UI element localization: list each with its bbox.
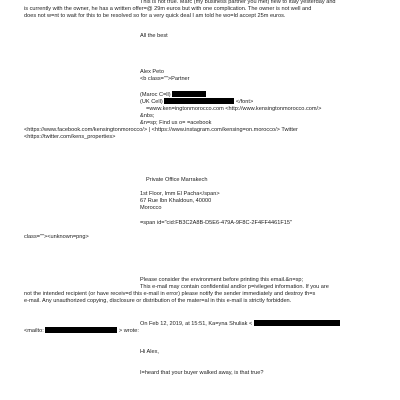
mailto-text: <mailto:: [24, 328, 44, 334]
uk-label: (UK Cell): [140, 99, 163, 105]
signature-twitter-link[interactable]: <https://twitter.com/kens_properties>: [24, 134, 116, 140]
office-address-3: Morocco: [140, 205, 162, 211]
disclaimer-line-1: Please consider the environment before printing this email.&n=sp;: [140, 277, 304, 283]
reply-header-text: On Feb 12, 2019, at 15:51, Ka=yna Shuliak <: [140, 321, 253, 327]
signature-nbsp: &nbs;: [140, 113, 155, 119]
signature-name: Alex Peto: [140, 69, 164, 75]
body-line-3: does not w=nt to wait for this to be resolved so for a very quick deal I am told he wo=ld accept 25m euros.: [24, 13, 286, 19]
body-line-1: This is not true. Marc (my business partner you met) flew to Italy yesterday and: [140, 0, 336, 5]
signature-uk-phone: [140, 98, 253, 106]
reply-header: [140, 320, 340, 328]
office-address-2: 67 Rue Ibn Khaldoun, 40000: [140, 198, 212, 204]
office-class-unknown: class=""><unknown=png>: [24, 234, 89, 240]
signature-website[interactable]: =www.ken=ingtonmorocco.com <http://www.kensingtonmorocco.com/>: [146, 106, 322, 112]
disclaimer-line-2: This e-mail may contain confidential and/or p=ivileged information. If you are: [140, 284, 329, 290]
body-line-2: is currently with the owner, he has a written offer=@ 29m euros but with one complication. The owner is not well and: [24, 6, 312, 12]
signature-social-links[interactable]: <https://www.facebook.com/kensingtonmorocco/> | <https://www.instagram.com/kensing=on.morocco/> Twitter: [24, 127, 298, 133]
office-span-id: =span id="cid:FB3C2A8B-D5E6-479A-9F8C-2F4FF4461F15": [140, 220, 292, 226]
disclaimer-line-4: e-mail. Any unauthorized copying, disclosure or distribution of the mater=al in this e-mail is strictly forbidden.: [24, 298, 292, 304]
wrote-text: > wrote:: [118, 328, 139, 334]
disclaimer-line-3: not the intended recipient (or have receiv=d this e-mail in error) please notify the sender immediately and destroy th=s: [24, 291, 316, 297]
signature-find-us: &n=sp; Find us o= =acebook: [140, 120, 212, 126]
office-name: Private Office Marrakech: [146, 177, 208, 183]
maroc-label: (Maroc C=ll): [140, 92, 171, 98]
redaction-box: [164, 98, 234, 104]
redaction-box: [172, 91, 206, 97]
reply-question: I=heard that your buyer walked away, is that true?: [140, 370, 264, 376]
closing-text: All the best: [140, 33, 168, 39]
reply-mailto: [24, 327, 139, 335]
redaction-box: [45, 327, 117, 333]
redaction-box: [254, 320, 340, 326]
office-address-1: 1st Floor, Imm El Pacha</span>: [140, 191, 220, 197]
font-tag: </font>: [235, 99, 254, 105]
reply-greeting: Hi Alex,: [140, 349, 159, 355]
signature-title: <b class="">Partner: [140, 76, 190, 82]
